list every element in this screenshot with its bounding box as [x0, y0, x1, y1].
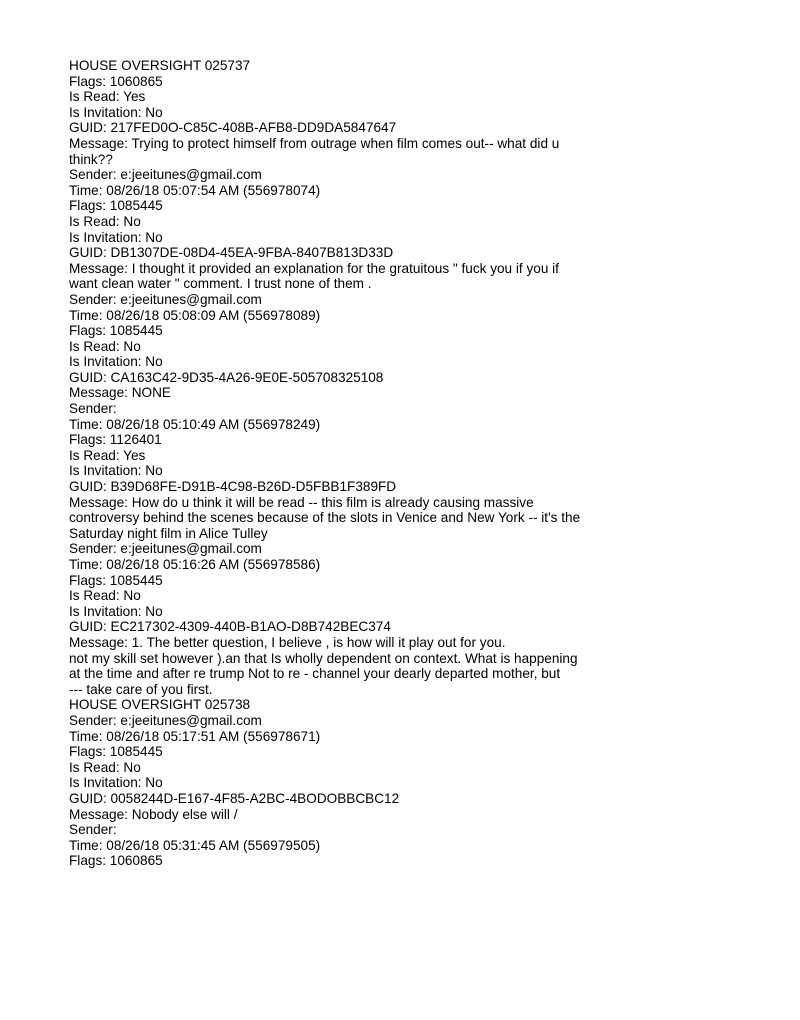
sender-line: Sender: — [69, 401, 117, 417]
sender-line: Sender: e:jeeitunes@gmail.com — [69, 541, 262, 557]
bates-header: HOUSE OVERSIGHT 025738 — [69, 697, 251, 713]
time-line: Time: 08/26/18 05:31:45 AM (556979505) — [69, 837, 321, 853]
is-invitation-line: Is Invitation: No — [69, 463, 163, 479]
guid-line: GUID: DB1307DE-08D4-45EA-9FBA-8407B813D33D — [69, 245, 394, 261]
sender-line: Sender: e:jeeitunes@gmail.com — [69, 167, 262, 183]
guid-line: GUID: EC217302-4309-440B-B1AO-D8B742BEC374 — [69, 619, 391, 635]
message-continuation-line: think?? — [69, 151, 113, 167]
time-line: Time: 08/26/18 05:16:26 AM (556978586) — [69, 557, 321, 572]
message-continuation-line: not my skill set however ).an that Is wholly dependent on context. What is happening — [69, 650, 578, 666]
is-invitation-line: Is Invitation: No — [69, 354, 163, 370]
sender-line: Sender: e:jeeitunes@gmail.com — [69, 712, 262, 728]
time-line: Time: 08/26/18 05:17:51 AM (556978671) — [69, 728, 321, 744]
flags-line: Flags: 1126401 — [69, 432, 162, 448]
flags-line: Flags: 1060865 — [69, 853, 163, 869]
is-read-line: Is Read: Yes — [69, 447, 146, 463]
flags-line: Flags: 1085445 — [69, 198, 163, 214]
document-page — [69, 58, 769, 869]
sender-line: Sender: e:jeeitunes@gmail.com — [69, 291, 262, 307]
is-read-line: Is Read: No — [69, 338, 141, 354]
time-line: Time: 08/26/18 05:08:09 AM (556978089) — [69, 307, 321, 323]
guid-line: GUID: CA163C42-9D35-4A26-9E0E-505708325108 — [69, 369, 384, 385]
is-read-line: Is Read: No — [69, 588, 141, 604]
message-continuation-line: --- take care of you first. — [69, 681, 213, 697]
is-invitation-line: Is Invitation: No — [69, 104, 163, 120]
message-line: Message: 1. The better question, I believe , is how will it play out for you. — [69, 634, 506, 650]
message-line: Message: How do u think it will be read -- this film is already causing massive — [69, 494, 534, 510]
is-invitation-line: Is Invitation: No — [69, 229, 163, 245]
message-line: Message: Trying to protect himself from outrage when film comes out-- what did u — [69, 135, 560, 151]
message-continuation-line: controversy behind the scenes because of the slots in Venice and New York -- it's the — [69, 510, 581, 526]
is-read-line: Is Read: No — [69, 759, 141, 775]
guid-line: GUID: 217FED0O-C85C-408B-AFB8-DD9DA5847647 — [69, 120, 397, 136]
message-continuation-line: Saturday night film in Alice Tulley — [69, 525, 268, 541]
message-continuation-line: want clean water " comment. I trust none of them . — [69, 276, 372, 292]
flags-line: Flags: 1085445 — [69, 744, 163, 760]
flags-line: Flags: 1060865 — [69, 73, 163, 89]
is-read-line: Is Read: Yes — [69, 89, 146, 105]
is-read-line: Is Read: No — [69, 213, 141, 229]
flags-line: Flags: 1085445 — [69, 323, 163, 339]
guid-line: GUID: B39D68FE-D91B-4C98-B26D-D5FBB1F389FD — [69, 479, 397, 495]
time-line: Time: 08/26/18 05:07:54 AM (556978074) — [69, 182, 321, 198]
bates-header: HOUSE OVERSIGHT 025737 — [69, 58, 251, 73]
message-line: Message: NONE — [69, 385, 171, 401]
message-continuation-line: at the time and after re trump Not to re - channel your dearly departed mother, but — [69, 666, 561, 682]
message-line: Message: I thought it provided an explanation for the gratuitous " fuck you if you if — [69, 260, 559, 276]
guid-line: GUID: 0058244D-E167-4F85-A2BC-4BODOBBCBC12 — [69, 790, 400, 806]
sender-line: Sender: — [69, 822, 117, 838]
flags-line: Flags: 1085445 — [69, 572, 163, 588]
message-line: Message: Nobody else will / — [69, 806, 238, 822]
is-invitation-line: Is Invitation: No — [69, 603, 163, 619]
time-line: Time: 08/26/18 05:10:49 AM (556978249) — [69, 416, 321, 432]
is-invitation-line: Is Invitation: No — [69, 775, 163, 791]
